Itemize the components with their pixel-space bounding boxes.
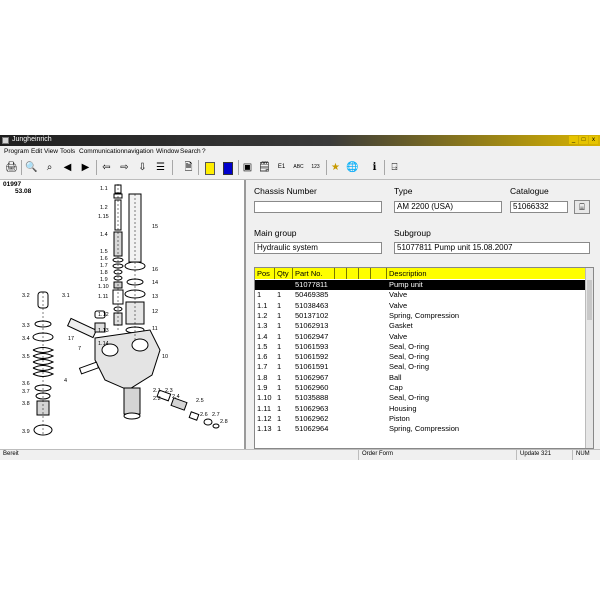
- callout-3.3[interactable]: 3.3: [22, 323, 30, 329]
- callout-2.4[interactable]: 2.4: [172, 394, 180, 400]
- callout-13[interactable]: 13: [152, 294, 159, 300]
- scrollbar-thumb[interactable]: [587, 280, 592, 320]
- exit-icon[interactable]: ⍈: [391, 162, 398, 173]
- cell-pos: 1.8: [257, 372, 268, 382]
- arrow-right-icon[interactable]: ⇨: [120, 162, 129, 173]
- vertical-scrollbar[interactable]: [585, 268, 593, 448]
- yellow-marker-icon[interactable]: [202, 160, 217, 175]
- main-group-field[interactable]: Hydraulic system: [254, 242, 382, 254]
- toolbar: [0, 157, 600, 180]
- callout-1.15[interactable]: 1.15: [98, 214, 109, 220]
- callout-4[interactable]: 4: [64, 378, 68, 384]
- cell-qty: 1: [277, 413, 282, 423]
- type-field[interactable]: AM 2200 (USA): [394, 201, 502, 213]
- cell-desc: Valve: [389, 331, 408, 341]
- callout-1.11[interactable]: 1.11: [98, 294, 109, 300]
- cell-desc: Gasket: [389, 321, 413, 331]
- cell-desc: Housing: [389, 403, 417, 413]
- cell-qty: 1: [277, 331, 282, 341]
- subgroup-field[interactable]: 51077811 Pump unit 15.08.2007: [394, 242, 590, 254]
- table-row[interactable]: [255, 352, 585, 362]
- menu-window[interactable]: Window: [156, 148, 180, 155]
- status-order-form[interactable]: Order Form: [362, 451, 394, 457]
- table-row[interactable]: [255, 290, 585, 300]
- cell-pos: 1.9: [257, 383, 268, 392]
- table-row[interactable]: [255, 321, 585, 331]
- callout-1.10[interactable]: 1.10: [98, 284, 109, 290]
- callout-1.1[interactable]: 1.1: [100, 186, 108, 192]
- main-group-label: Main group: [254, 228, 297, 238]
- cell-desc: Spring, Compression: [389, 424, 460, 434]
- cell-pos: 1.5: [257, 341, 268, 351]
- callout-1.8[interactable]: 1.8: [100, 270, 108, 276]
- cell-part: 51062913: [295, 321, 329, 331]
- column-pos[interactable]: Pos: [255, 268, 275, 279]
- catalogue-label: Catalogue: [510, 186, 549, 196]
- document-icon[interactable]: 🗎: [184, 162, 193, 173]
- table-row[interactable]: [255, 362, 585, 372]
- cell-pos: 1.3: [257, 321, 268, 331]
- cell-pos: 1.11: [257, 403, 272, 413]
- zoom-in-icon[interactable]: 🔍: [25, 162, 38, 173]
- column-flag-4: [371, 268, 387, 279]
- callout-1.13[interactable]: 1.13: [98, 328, 109, 334]
- list-down-icon[interactable]: ⇩: [138, 162, 147, 173]
- table-header: [255, 268, 585, 279]
- cell-part: 51062963: [295, 403, 329, 413]
- cell-part: 51061591: [295, 362, 329, 372]
- callout-3.5[interactable]: 3.5: [22, 354, 30, 360]
- callout-3.9[interactable]: 3.9: [22, 429, 30, 435]
- cell-desc: Seal, O-ring: [389, 362, 430, 372]
- callout-3.2[interactable]: 3.2: [22, 293, 30, 299]
- cell-pos: 1.4: [257, 331, 268, 341]
- column-flag-3: [359, 268, 371, 279]
- callout-1.7[interactable]: 1.7: [100, 263, 108, 269]
- cell-pos: 1.7: [257, 362, 268, 372]
- cell-part: 50137102: [295, 310, 329, 320]
- menu-help[interactable]: ?: [202, 148, 206, 155]
- callout-14[interactable]: 14: [152, 280, 159, 286]
- callout-2.8[interactable]: 2.8: [220, 419, 228, 425]
- blue-marker-icon[interactable]: [220, 160, 235, 175]
- cell-part: 51061592: [295, 352, 329, 362]
- cell-qty: 1: [277, 362, 282, 372]
- chassis-number-label: Chassis Number: [254, 186, 317, 196]
- callout-3.1[interactable]: 3.1: [62, 293, 70, 299]
- catalogue-field[interactable]: 51066332: [510, 201, 568, 213]
- cell-qty: 1: [277, 341, 282, 351]
- cell-qty: 1: [277, 310, 282, 320]
- menu-edit[interactable]: Edit: [31, 148, 43, 155]
- menu-communication[interactable]: Communication: [79, 148, 125, 155]
- cell-desc: Valve: [389, 290, 408, 300]
- globe-icon[interactable]: 🌐: [346, 162, 359, 173]
- table-row[interactable]: [255, 373, 585, 383]
- cell-pos: 1.1: [257, 300, 268, 310]
- camera-icon[interactable]: ⌸: [574, 200, 590, 214]
- menu-search[interactable]: Search: [180, 148, 201, 155]
- column-part-no[interactable]: Part No.: [293, 268, 335, 279]
- callout-15[interactable]: 15: [152, 224, 159, 230]
- cell-part: 51062947: [295, 331, 329, 341]
- callout-1.2[interactable]: 1.2: [100, 205, 108, 211]
- cell-desc: Seal, O-ring: [389, 352, 430, 362]
- table-row[interactable]: [255, 383, 585, 393]
- cell-qty: 1: [277, 372, 282, 382]
- callout-1.9[interactable]: 1.9: [100, 277, 108, 283]
- column-flag-2: [347, 268, 359, 279]
- cell-qty: [275, 280, 293, 290]
- table-row[interactable]: [255, 424, 585, 434]
- table-row[interactable]: [255, 280, 585, 290]
- bookmark-icon[interactable]: ★: [331, 162, 340, 173]
- exploded-parts-diagram: [0, 180, 242, 449]
- cell-pos: 1.12: [257, 413, 272, 423]
- zoom-fit-icon[interactable]: ⌕: [46, 162, 53, 173]
- callout-1.4[interactable]: 1.4: [100, 232, 108, 238]
- arrow-left-icon[interactable]: ⇦: [102, 162, 111, 173]
- cell-desc: Piston: [389, 413, 410, 423]
- callout-2.7[interactable]: 2.7: [212, 412, 220, 418]
- drawing-number-sub: 53.08: [15, 188, 32, 195]
- cell-desc: Pump unit: [389, 280, 423, 289]
- column-description[interactable]: Description: [389, 269, 427, 278]
- callout-16[interactable]: 16: [152, 267, 159, 273]
- callout-1.12[interactable]: 1.12: [98, 312, 109, 318]
- cell-part: 51062962: [295, 413, 329, 423]
- cell-qty: 1: [277, 352, 282, 362]
- cell-part: 51062960: [295, 383, 329, 392]
- cell-part: 51062967: [295, 372, 329, 382]
- part-info-pane: [246, 180, 600, 449]
- table-row[interactable]: [255, 414, 585, 424]
- table-row[interactable]: [255, 342, 585, 352]
- app-icon: [2, 137, 9, 144]
- type-label: Type: [394, 186, 413, 196]
- callout-3.4[interactable]: 3.4: [22, 336, 30, 342]
- cell-desc: Valve: [389, 300, 408, 310]
- cell-qty: 1: [277, 290, 282, 300]
- callout-11[interactable]: 11: [152, 326, 158, 332]
- cell-desc: Ball: [389, 372, 402, 382]
- chassis-number-field[interactable]: [254, 201, 382, 213]
- cell-qty: 1: [277, 383, 282, 392]
- callout-10[interactable]: 10: [162, 354, 169, 360]
- minimize-button[interactable]: _: [569, 136, 578, 144]
- table-row[interactable]: [255, 393, 585, 403]
- printer-icon[interactable]: 🖨: [5, 162, 18, 173]
- cell-qty: 1: [277, 424, 282, 434]
- callout-2.2[interactable]: 2.2: [153, 396, 161, 402]
- callout-2.1[interactable]: 2.1: [153, 388, 161, 394]
- callout-7[interactable]: 7: [78, 346, 82, 352]
- callout-3.8[interactable]: 3.8: [22, 401, 30, 407]
- cell-part: 51077811: [295, 280, 328, 289]
- triangle-left-icon[interactable]: ◀: [63, 162, 72, 173]
- list-menu-icon[interactable]: ☰: [156, 162, 165, 173]
- e1-icon[interactable]: E1: [277, 164, 286, 170]
- menu-tools[interactable]: Tools: [60, 148, 76, 155]
- cell-part: 51061593: [295, 341, 329, 351]
- cell-qty: 1: [277, 300, 282, 310]
- title-bar: [0, 135, 600, 146]
- close-button[interactable]: x: [589, 136, 598, 144]
- callout-12[interactable]: 12: [152, 309, 159, 315]
- cell-part: 51062964: [295, 424, 329, 434]
- cell-pos: 1.6: [257, 352, 268, 362]
- info-icon[interactable]: i: [372, 162, 377, 173]
- callout-3.7[interactable]: 3.7: [22, 389, 30, 395]
- cell-part: 50469385: [295, 290, 329, 300]
- table-row[interactable]: [255, 404, 585, 414]
- callout-2.5[interactable]: 2.5: [196, 398, 204, 404]
- subgroup-label: Subgroup: [394, 228, 431, 238]
- cell-desc: Spring, Compression: [389, 310, 460, 320]
- table-row[interactable]: [255, 301, 585, 311]
- drawing-number-top: 01997: [3, 181, 22, 188]
- triangle-right-icon[interactable]: ▶: [81, 162, 90, 173]
- status-num: NUM: [576, 451, 590, 457]
- cell-pos: 1.2: [257, 310, 268, 320]
- callout-3.6[interactable]: 3.6: [22, 381, 30, 387]
- callout-1.14[interactable]: 1.14: [98, 341, 109, 347]
- parts-table: [254, 267, 594, 449]
- cell-pos: 1: [257, 290, 262, 300]
- column-qty[interactable]: Qty: [275, 268, 293, 279]
- menu-view[interactable]: View: [44, 148, 58, 155]
- cell-part: 51035888: [295, 393, 329, 403]
- table-row[interactable]: [255, 311, 585, 321]
- cell-desc: Seal, O-ring: [389, 341, 430, 351]
- note-icon[interactable]: 🗒: [258, 162, 271, 173]
- callout-17[interactable]: 17: [68, 336, 75, 342]
- cell-qty: 1: [277, 393, 282, 403]
- menu-program[interactable]: Program: [4, 148, 29, 155]
- table-row[interactable]: [255, 332, 585, 342]
- cell-pos: [255, 280, 275, 290]
- callout-2.3[interactable]: 2.3: [165, 388, 173, 394]
- callout-1.6[interactable]: 1.6: [100, 256, 108, 262]
- status-bar: [0, 449, 600, 460]
- cell-desc: Seal, O-ring: [389, 393, 430, 403]
- cell-qty: 1: [277, 321, 282, 331]
- status-update: Update 321: [520, 451, 552, 457]
- window-title: Jungheinrich: [12, 136, 52, 143]
- box-icon[interactable]: ▣: [242, 162, 253, 173]
- application-window: [0, 135, 600, 459]
- callout-2.6[interactable]: 2.6: [200, 412, 208, 418]
- cell-qty: 1: [277, 403, 282, 413]
- cell-desc: Cap: [389, 383, 403, 392]
- maximize-button[interactable]: □: [579, 136, 588, 144]
- cell-pos: 1.10: [257, 393, 272, 403]
- column-flag-1: [335, 268, 347, 279]
- callout-1.5[interactable]: 1.5: [100, 249, 108, 255]
- cell-pos: 1.13: [257, 424, 272, 434]
- status-text: Bereit: [3, 451, 19, 457]
- cell-part: 51038463: [295, 300, 329, 310]
- exploded-drawing-pane[interactable]: [0, 180, 246, 449]
- menu-bar: [0, 146, 600, 157]
- 123-icon[interactable]: 123: [311, 164, 320, 170]
- menu-navigation[interactable]: navigation: [124, 148, 154, 155]
- abc-icon[interactable]: ABC: [293, 164, 304, 170]
